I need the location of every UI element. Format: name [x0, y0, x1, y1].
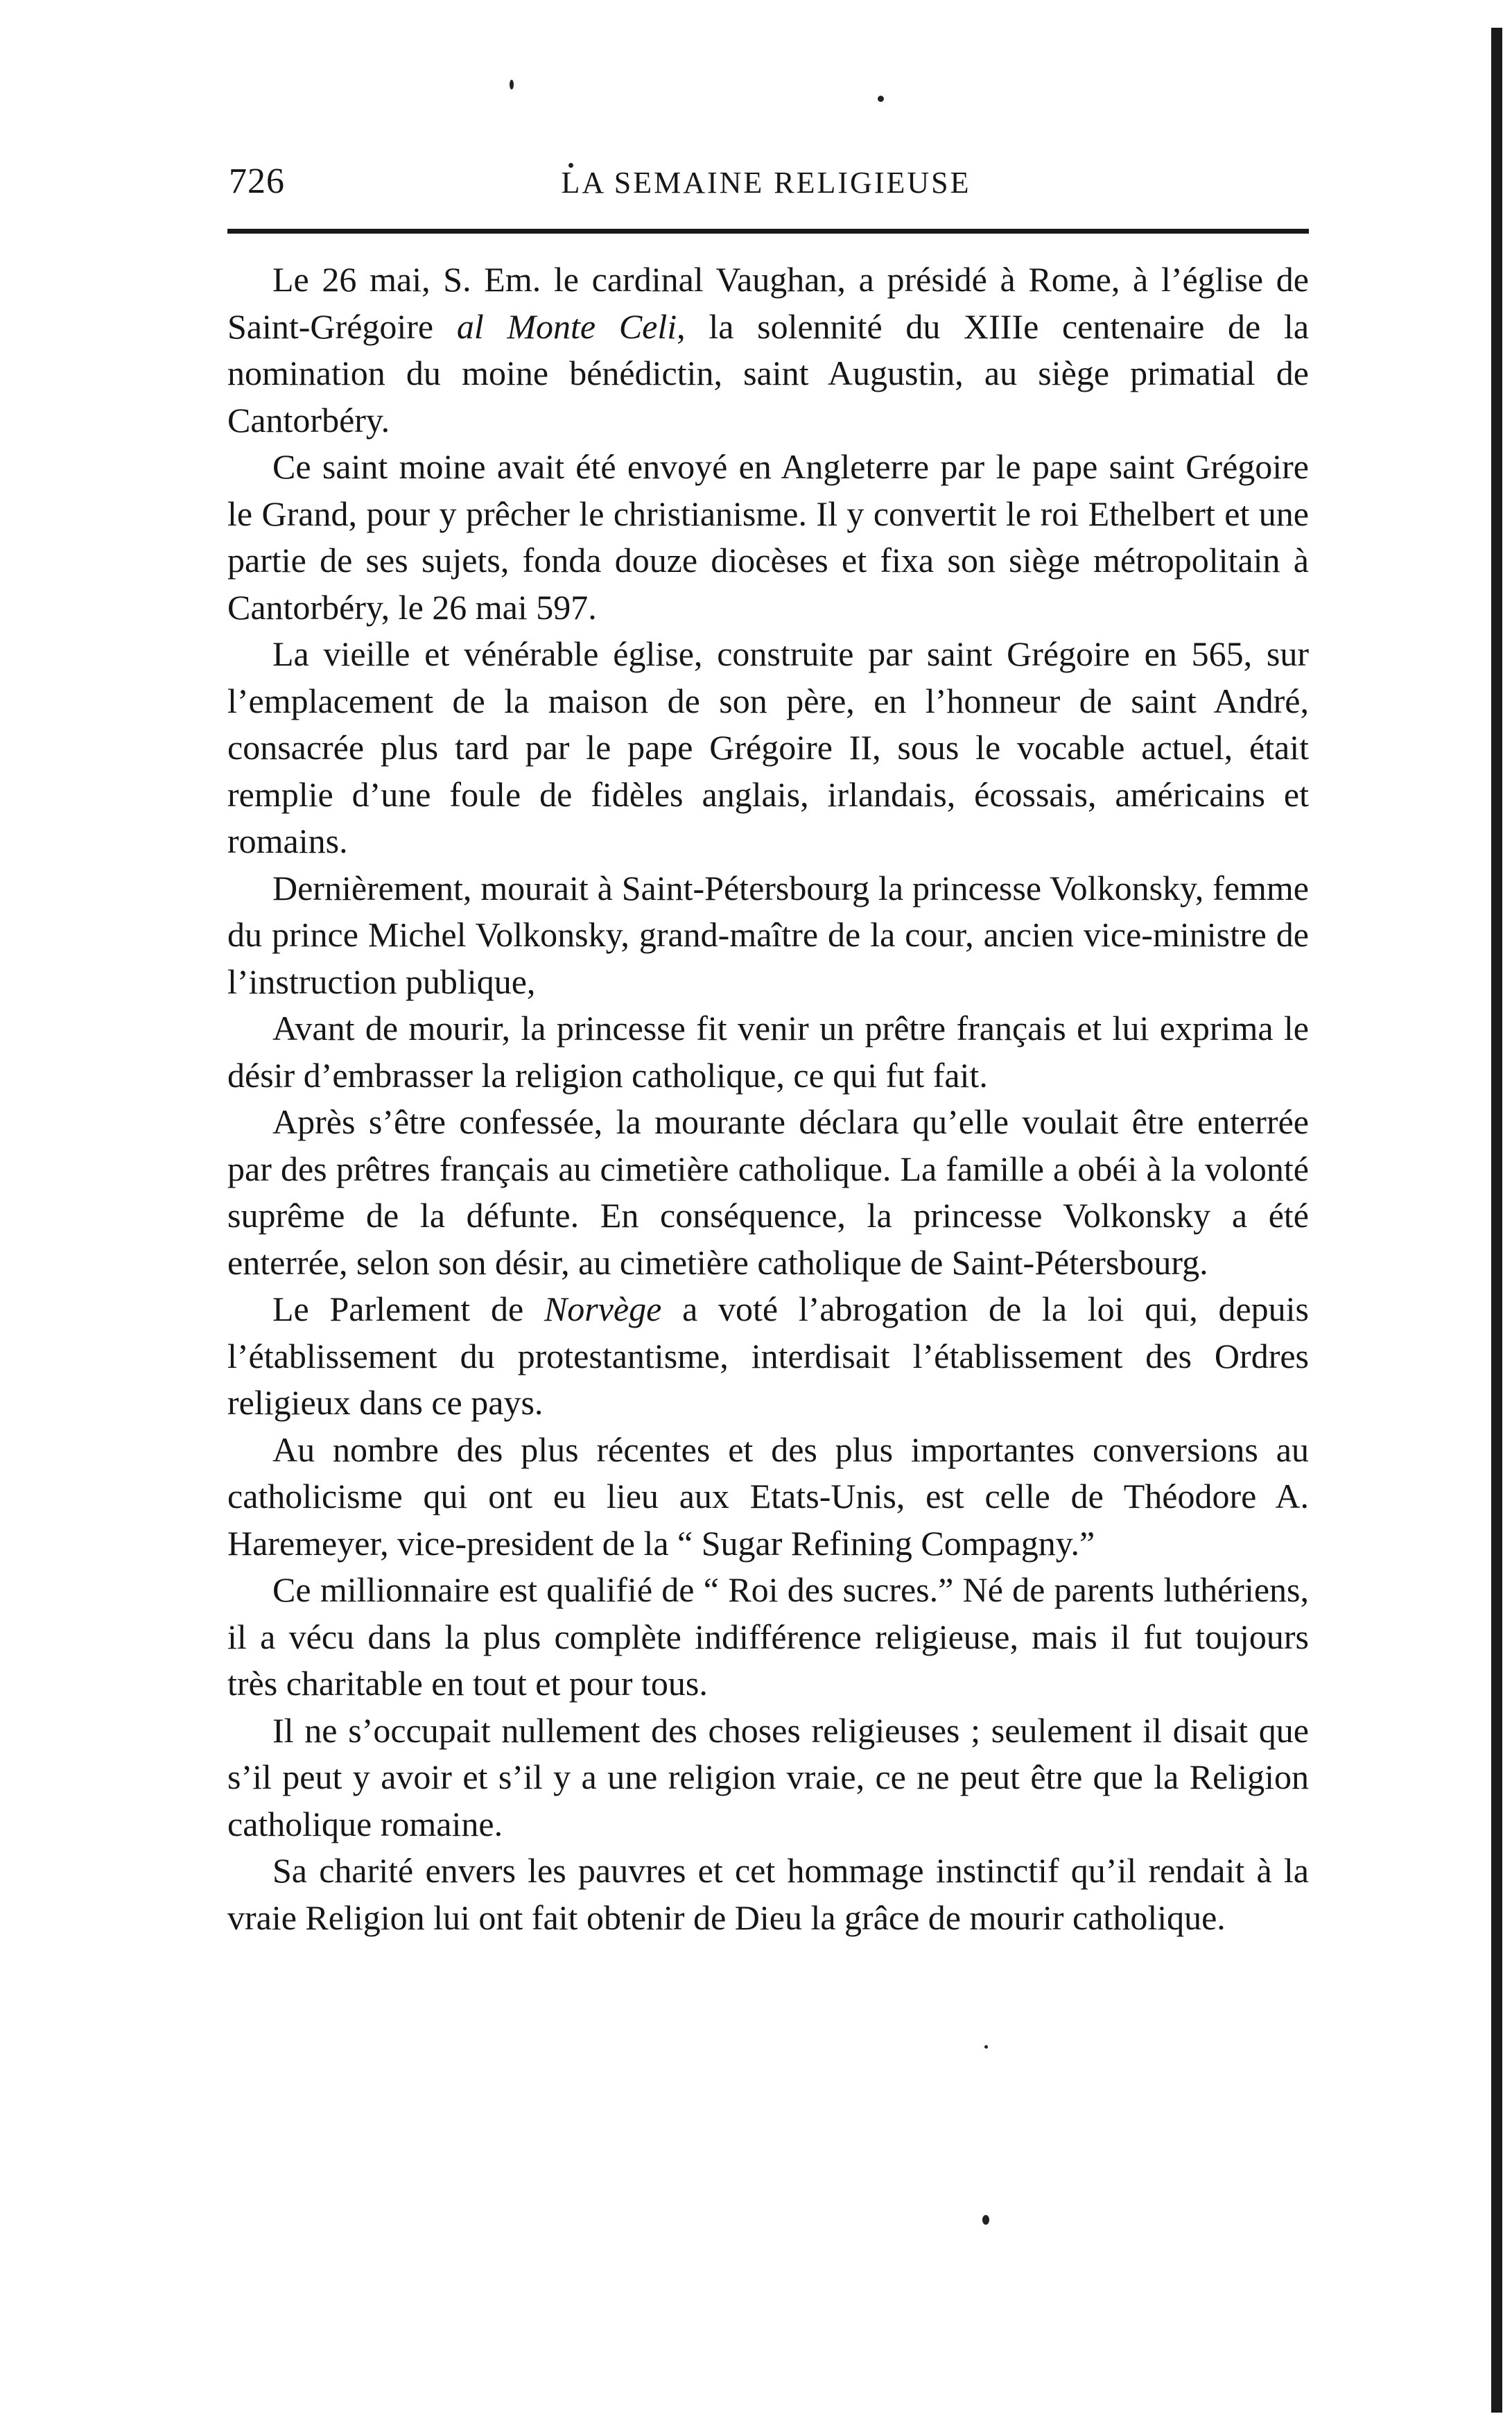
scan-edge-bar — [1491, 28, 1502, 2413]
header-rule — [227, 229, 1309, 234]
paragraph-text: Au nombre des plus récentes et des plus importantes conversions au catholicisme qui ont eu lieu aux Etats-Unis, est celle de Théodore A. Haremeyer, vice-president de la “ Sugar Refining Compagny.” — [227, 1430, 1309, 1563]
paragraph-text: Ce millionnaire est qualifié de “ Roi des sucres.” Né de parents luthériens, il a vécu dans la plus complète indifférence religieuse, mais il fut toujours très charitable en tout et pour tous. — [227, 1570, 1309, 1703]
page-number: 726 — [229, 162, 285, 201]
paragraph-text: Le Parlement de — [272, 1289, 544, 1328]
paragraph — [227, 1567, 1309, 1708]
paragraph — [227, 1286, 1309, 1427]
paragraph — [227, 1848, 1309, 1941]
paragraph-text: Après s’être confessée, la mourante déclara qu’elle voulait être enterrée par des prêtres français au cimetière catholique. La famille a obéi à la volonté suprême de la défunte. En conséquence, la princesse Volkonsky a été enterrée, selon son désir, au cimetière catholique de Saint-Pétersbourg. — [227, 1102, 1309, 1282]
page-header — [229, 161, 1303, 216]
italic-place-name: al Monte Celi — [456, 306, 677, 346]
paragraph — [227, 1427, 1309, 1567]
paragraph — [227, 631, 1309, 865]
paragraph — [227, 1099, 1309, 1286]
paragraph-text: Le 26 mai, S. Em. le cardinal Vaughan, a présidé à Rome, à l’église de Saint-Grégoire — [227, 260, 1309, 346]
scan-speck — [984, 2045, 988, 2049]
paragraph-text: Avant de mourir, la princesse fit venir un prêtre français et lui exprima le désir d’embrasser la religion catholique, ce qui fut fait. — [227, 1009, 1309, 1095]
paragraph — [227, 1005, 1309, 1099]
paragraph — [227, 1708, 1309, 1848]
article-body — [227, 257, 1309, 1941]
scan-speck — [510, 80, 514, 89]
paragraph-text: Ce saint moine avait été envoyé en Angleterre par le pape saint Grégoire le Grand, pour y prêcher le christianisme. Il y convertit le roi Ethelbert et une partie de ses sujets, fonda douze diocèses et fixa son siège métropolitain à Cantorbéry, le 26 mai 597. — [227, 447, 1309, 627]
paragraph — [227, 257, 1309, 444]
italic-place-name: Norvège — [544, 1289, 662, 1328]
paragraph-text: Dernièrement, mourait à Saint-Pétersbourg la princesse Volkonsky, femme du prince Michel Volkonsky, grand-maître de la cour, ancien vice-ministre de l’instruction publique, — [227, 868, 1309, 1001]
running-title: LA SEMAINE RELIGIEUSE — [561, 166, 971, 200]
paragraph-text: , la solennité du XIIIe centenaire de la nomination du moine bénédictin, saint Augustin, au siège primatial de Cantorbéry. — [227, 306, 1310, 440]
paragraph-text: La vieille et vénérable église, construite par saint Grégoire en 565, sur l’emplacement de la maison de son père, en l’honneur de saint André, consacrée plus tard par le pape Grégoire II, sous le vocable actuel, était remplie d’une foule de fidèles anglais, irlandais, écossais, américains et romains. — [227, 634, 1309, 860]
paragraph-text: a voté l’abrogation de la loi qui, depuis l’établissement du protestantisme, interdisait l’établissement des Ordres religieux dans ce pays. — [227, 1289, 1309, 1422]
scan-speck — [982, 2215, 989, 2225]
paragraph — [227, 865, 1309, 1006]
paragraph-text: Sa charité envers les pauvres et cet hommage instinctif qu’il rendait à la vraie Religion lui ont fait obtenir de Dieu la grâce de mourir catholique. — [227, 1851, 1309, 1937]
paragraph — [227, 444, 1309, 631]
scan-speck — [878, 96, 884, 102]
paragraph-text: Il ne s’occupait nullement des choses religieuses ; seulement il disait que s’il peut y avoir et s’il y a une religion vraie, ce ne peut être que la Religion catholique romaine. — [227, 1710, 1309, 1843]
